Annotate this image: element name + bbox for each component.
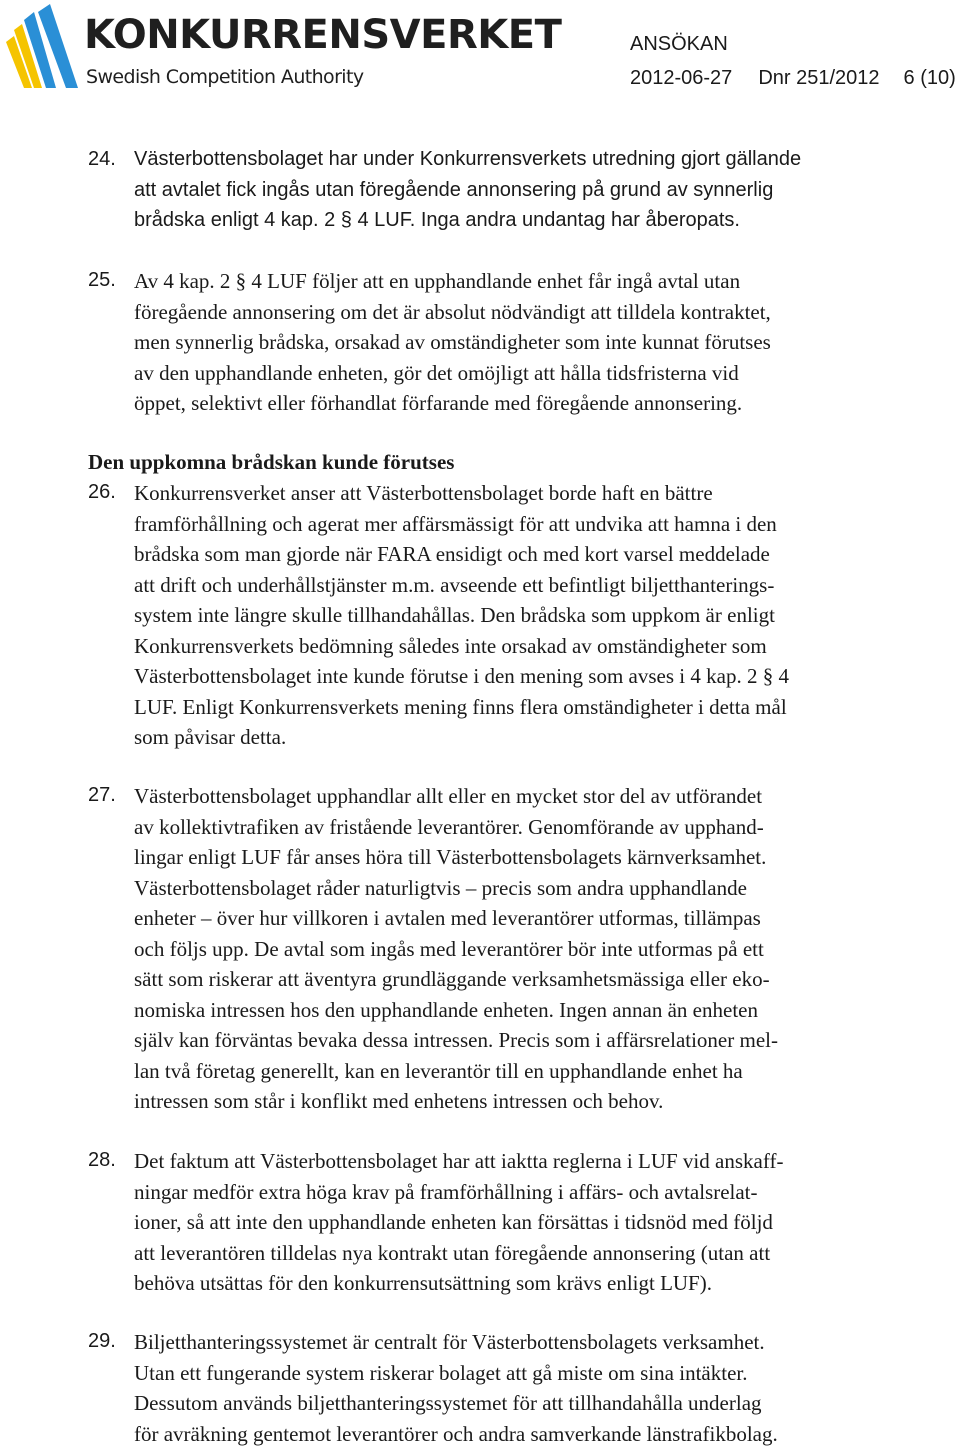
paragraph-line: Utan ett fungerande system riskerar bolaget att gå miste om sina intäkter. — [134, 1361, 748, 1385]
paragraph-line: framförhållning och agerat mer affärsmässigt för att undvika att hamna i den — [134, 512, 777, 536]
paragraph-line: system inte längre skulle tillhandahållas. Den brådska som uppkom är enligt — [134, 603, 775, 627]
paragraph-line: Konkurrensverket anser att Västerbottensbolaget borde haft en bättre — [134, 481, 713, 505]
paragraph-line: föregående annonsering om det är absolut nödvändigt att tilldela kontraktet, — [134, 300, 771, 324]
paragraph-line: nomiska intressen hos den upphandlande enheten. Ingen annan än enheten — [134, 998, 758, 1022]
paragraph-line: av den upphandlande enheten, gör det omöjligt att hålla tidsfristerna vid — [134, 361, 739, 385]
page-header — [0, 0, 960, 100]
paragraph-number: 28. — [88, 1149, 116, 1171]
paragraph-line: brådska som man gjorde när FARA ensidigt och med kort varsel meddelade — [134, 542, 770, 566]
paragraph-line: Av 4 kap. 2 § 4 LUF följer att en upphandlande enhet får ingå avtal utan — [134, 269, 741, 293]
paragraph-line: men synnerlig brådska, orsakad av omständigheter som inte kunnat förutses — [134, 330, 771, 354]
paragraph-line: Västerbottensbolaget har under Konkurrensverkets utredning gjort gällande — [134, 148, 802, 170]
paragraph-number: 26. — [88, 481, 116, 503]
paragraph-line: behöva utsättas för den konkurrensutsättning som krävs enligt LUF). — [134, 1271, 712, 1295]
paragraph-line: att leverantören tilldelas nya kontrakt utan föregående annonsering (utan att — [134, 1241, 771, 1265]
paragraph-line: av kollektivtrafiken av fristående leverantörer. Genomförande av upphand- — [134, 815, 764, 839]
paragraph-line: som påvisar detta. — [134, 725, 287, 749]
paragraph-line: Konkurrensverkets bedömning således inte orsakad av omständigheter som — [134, 634, 767, 658]
paragraph-line: att avtalet fick ingås utan föregående annonsering på grund av synnerlig — [134, 179, 774, 201]
document-date: 2012-06-27 — [630, 67, 733, 89]
logo-stripes-icon — [4, 2, 84, 90]
paragraph-line: brådska enligt 4 kap. 2 § 4 LUF. Inga andra undantag har åberopats. — [134, 209, 740, 231]
paragraph-line: ioner, så att inte den upphandlande enheten kan försättas i tidsnöd med följd — [134, 1210, 773, 1234]
paragraph-line: och följs upp. De avtal som ingås med leverantörer bör inte utformas på ett — [134, 937, 764, 961]
paragraph-line: att drift och underhållstjänster m.m. avseende ett befintligt biljetthanterings- — [134, 573, 775, 597]
org-tagline: Swedish Competition Authority — [86, 66, 364, 88]
paragraph-line: ningar medför extra höga krav på framförhållning i affärs- och avtalsrelat- — [134, 1180, 758, 1204]
paragraph-line: lan två företag generellt, kan en leverantör till en upphandlande enhet ha — [134, 1059, 743, 1083]
paragraph-line: Västerbottensbolaget råder naturligtvis – precis som andra upphandlande — [134, 876, 747, 900]
paragraph-line: Dessutom används biljetthanteringssystemet för att tillhandahålla underlag — [134, 1391, 762, 1415]
paragraph-line: själv kan förväntas bevaka dessa intressen. Precis som i affärsrelationer mel- — [134, 1028, 778, 1052]
paragraph-number: 24. — [88, 148, 116, 170]
document-dnr: Dnr 251/2012 — [758, 67, 880, 89]
document-type: ANSÖKAN — [630, 33, 728, 55]
section-heading: Den uppkomna brådskan kunde förutses — [88, 450, 455, 474]
paragraph-line: enheter – över hur villkoren i avtalen med leverantörer utformas, tillämpas — [134, 906, 761, 930]
paragraph-line: Biljetthanteringssystemet är centralt för Västerbottensbolagets verksamhet. — [134, 1330, 765, 1354]
paragraph-line: lingar enligt LUF får anses höra till Västerbottensbolagets kärnverksamhet. — [134, 845, 767, 869]
paragraph-line: sätt som riskerar att äventyra grundläggande verksamhetsmässiga eller eko- — [134, 967, 770, 991]
paragraph-line: Västerbottensbolaget inte kunde förutse i den mening som avses i 4 kap. 2 § 4 — [134, 664, 789, 688]
paragraph-number: 27. — [88, 784, 116, 806]
org-name: KONKURRENSVERKET — [84, 12, 562, 58]
paragraph-line: Det faktum att Västerbottensbolaget har att iaktta reglerna i LUF vid anskaff- — [134, 1149, 784, 1173]
paragraph-line: LUF. Enligt Konkurrensverkets mening finns flera omständigheter i detta mål — [134, 695, 787, 719]
paragraph-line: Västerbottensbolaget upphandlar allt eller en mycket stor del av utförandet — [134, 784, 763, 808]
paragraph-number: 25. — [88, 269, 116, 291]
paragraph-number: 29. — [88, 1330, 116, 1352]
paragraph-line: intressen som står i konflikt med enhetens intressen och behov. — [134, 1089, 664, 1113]
paragraph-line: för avräkning gentemot leverantörer och andra samverkande länstrafikbolag. — [134, 1422, 778, 1446]
document-meta — [630, 66, 960, 90]
page-number: 6 (10) — [903, 67, 956, 89]
paragraph-line: öppet, selektivt eller förhandlat förfarande med föregående annonsering. — [134, 391, 743, 415]
